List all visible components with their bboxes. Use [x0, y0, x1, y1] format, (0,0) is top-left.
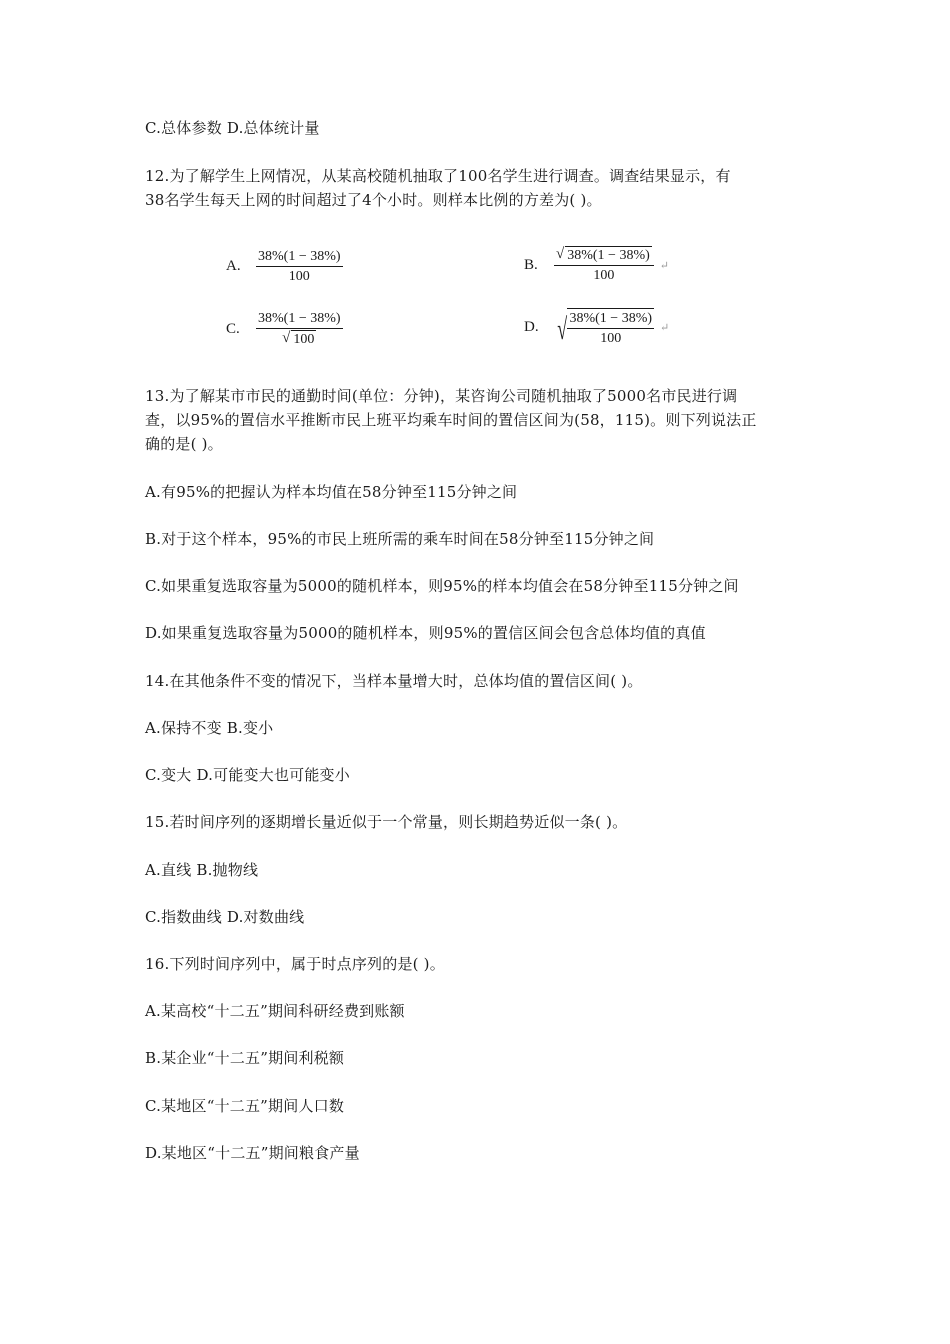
option-letter: B. — [524, 256, 538, 273]
numerator — [554, 246, 654, 266]
q16-text: 16.下列时间序列中，属于时点序列的是( )。 — [145, 955, 445, 973]
q14-options-cd: C.变大 D.可能变大也可能变小 — [145, 766, 350, 784]
q12-option-b[interactable] — [524, 246, 669, 284]
q12-formula-options — [0, 238, 950, 358]
sqrt-symbol: √ 100 — [282, 330, 315, 347]
denominator: 100 — [288, 269, 310, 284]
q13-text-line1: 13.为了解某市市民的通勤时间(单位：分钟)，某咨询公司随机抽取了5000名市民进行调 — [145, 387, 738, 405]
option-letter: A. — [226, 258, 241, 274]
option-letter: D. — [524, 319, 539, 335]
sqrt-symbol: √ 38%(1 − 38%) — [556, 246, 650, 263]
fraction — [256, 248, 343, 285]
q14-text: 14.在其他条件不变的情况下，当样本量增大时，总体均值的置信区间( )。 — [145, 672, 643, 690]
option-letter: C. — [226, 320, 240, 337]
numerator: 38%(1 − 38%) — [567, 310, 654, 329]
q12-text-line1: 12.为了解学生上网情况，从某高校随机抽取了100名学生进行调查。调查结果显示，有 — [145, 167, 731, 185]
q13-text-line2: 查，以95%的置信水平推断市民上班平均乘车时间的置信区间为(58，115)。则下列说法正 — [145, 411, 757, 429]
q16-option-a: A.某高校“十二五”期间科研经费到账额 — [145, 1002, 405, 1020]
numerator: 38%(1 − 38%) — [256, 310, 343, 329]
q15-options-cd: C.指数曲线 D.对数曲线 — [145, 908, 305, 926]
return-mark: ↵ — [660, 322, 670, 334]
q15-text: 15.若时间序列的逐期增长量近似于一个常量，则长期趋势近似一条( )。 — [145, 813, 628, 831]
q12-text-line2: 38名学生每天上网的时间超过了4个小时。则样本比例的方差为( )。 — [145, 191, 602, 209]
denominator — [282, 329, 316, 348]
q13-text-line3: 确的是( )。 — [145, 435, 223, 453]
fraction — [554, 246, 654, 284]
sqrt-symbol: √ $\frac{38\%(1 - 38\%)}{100}$ — [554, 308, 654, 347]
return-mark: ↵ — [659, 259, 669, 272]
q13-option-d: D.如果重复选取容量为5000的随机样本，则95%的置信区间会包含总体均值的真值 — [145, 624, 706, 642]
q11-options-cd: C.总体参数 D.总体统计量 — [145, 119, 320, 137]
q13-option-a: A.有95%的把握认为样本均值在58分钟至115分钟之间 — [145, 483, 518, 501]
q12-option-c[interactable] — [226, 310, 343, 348]
q15-options-ab: A.直线 B.抛物线 — [145, 861, 259, 879]
q14-options-ab: A.保持不变 B.变小 — [145, 719, 274, 737]
q12-option-a[interactable] — [226, 248, 343, 285]
q13-option-b: B.对于这个样本，95%的市民上班所需的乘车时间在58分钟至115分钟之间 — [145, 530, 655, 548]
q12-option-d[interactable] — [524, 308, 669, 347]
denominator: 100 — [600, 331, 622, 346]
denominator: 100 — [593, 268, 615, 283]
q16-option-c: C.某地区“十二五”期间人口数 — [145, 1097, 345, 1115]
fraction — [567, 310, 654, 347]
q16-option-b: B.某企业“十二五”期间利税额 — [145, 1049, 345, 1067]
numerator: 38%(1 − 38%) — [256, 248, 343, 267]
fraction — [256, 310, 343, 348]
q16-option-d: D.某地区“十二五”期间粮食产量 — [145, 1144, 360, 1162]
q13-option-c: C.如果重复选取容量为5000的随机样本，则95%的样本均值会在58分钟至115分钟之间 — [145, 577, 739, 595]
